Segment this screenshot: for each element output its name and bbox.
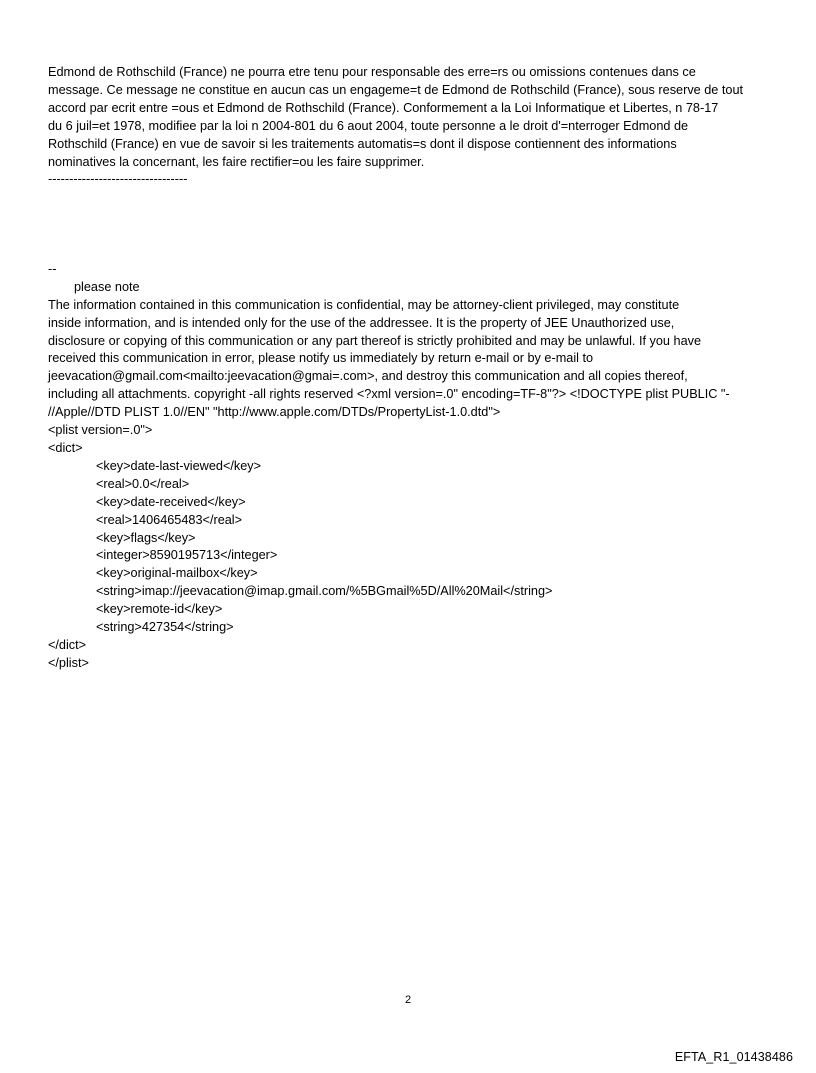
disclaimer-line: Edmond de Rothschild (France) ne pourra etre tenu pour responsable des erre=rs ou omissions contenues dans ce: [48, 65, 696, 79]
plist-entry: <string>427354</string>: [96, 620, 234, 635]
bates-number: EFTA_R1_01438486: [674, 1050, 793, 1064]
plist-entry: <key>original-mailbox</key>: [96, 566, 258, 581]
plist-entry: <key>date-last-viewed</key>: [96, 458, 262, 473]
notice-line: received this communication in error, please notify us immediately by return e-mail or by e-mail to: [48, 351, 594, 366]
blank-gap: [48, 189, 778, 261]
dict-close-tag: </dict>: [48, 637, 87, 652]
plist-entry: <key>flags</key>: [96, 530, 196, 545]
document-body: [48, 64, 778, 673]
plist-entry: <string>imap://jeevacation@imap.gmail.com/%5BGmail%5D/All%20Mail</string>: [96, 584, 553, 599]
notice-line: inside information, and is intended only for the use of the addressee. It is the property of JEE Unauthorized use,: [48, 315, 675, 330]
separator-line: ---------------------------------: [48, 172, 188, 187]
notice-line: //Apple//DTD PLIST 1.0//EN" "http://www.apple.com/DTDs/PropertyList-1.0.dtd">: [48, 405, 501, 420]
dict-open-tag: <dict>: [48, 441, 83, 455]
plist-entry: <key>remote-id</key>: [96, 602, 223, 617]
notice-line: including all attachments. copyright -all rights reserved <?xml version=.0" encoding=TF-8"?> <!DOCTYPE plist PUBLIC "-: [48, 387, 730, 402]
plist-entry: <real>0.0</real>: [96, 476, 190, 491]
plist-open-tag: <plist version=.0">: [48, 423, 153, 438]
plist-entry: <key>date-received</key>: [96, 494, 246, 509]
plist-entry: <integer>8590195713</integer>: [96, 548, 278, 563]
notice-line: The information contained in this communication is confidential, may be attorney-client privileged, may constitute: [48, 297, 680, 312]
disclaimer-line: nominatives la concernant, les faire rectifier=ou les faire supprimer.: [48, 154, 425, 169]
notice-line: disclosure or copying of this communication or any part thereof is strictly prohibited and may be unlawful. If you have: [48, 333, 702, 348]
confidentiality-notice: [48, 297, 778, 422]
signature-block: [48, 261, 778, 297]
disclaimer-line: du 6 juil=et 1978, modifiee par la loi n 2004-801 du 6 aout 2004, toute personne a le droit d'=nterroger Edmond de: [48, 118, 689, 133]
plist-entry: <real>1406465483</real>: [96, 512, 243, 527]
signature-dashes: --: [48, 261, 57, 276]
notice-line: jeevacation@gmail.com<mailto:jeevacation@gmai=.com>, and destroy this communication and all copies thereof,: [48, 369, 688, 384]
plist-close-tag: </plist>: [48, 655, 89, 670]
french-disclaimer: [48, 64, 778, 189]
please-note: please note: [74, 279, 140, 294]
plist-block: [48, 422, 778, 673]
disclaimer-line: accord par ecrit entre =ous et Edmond de Rothschild (France). Conformement a la Loi Informatique et Libertes, n 78-17: [48, 100, 719, 115]
disclaimer-line: message. Ce message ne constitue en aucun cas un engageme=t de Edmond de Rothschild (France), sous reserve de tout: [48, 82, 744, 97]
page-number: 2: [404, 994, 412, 1006]
disclaimer-line: Rothschild (France) en vue de savoir si les traitements automatis=s dont il dispose contiennent des informations: [48, 136, 677, 151]
